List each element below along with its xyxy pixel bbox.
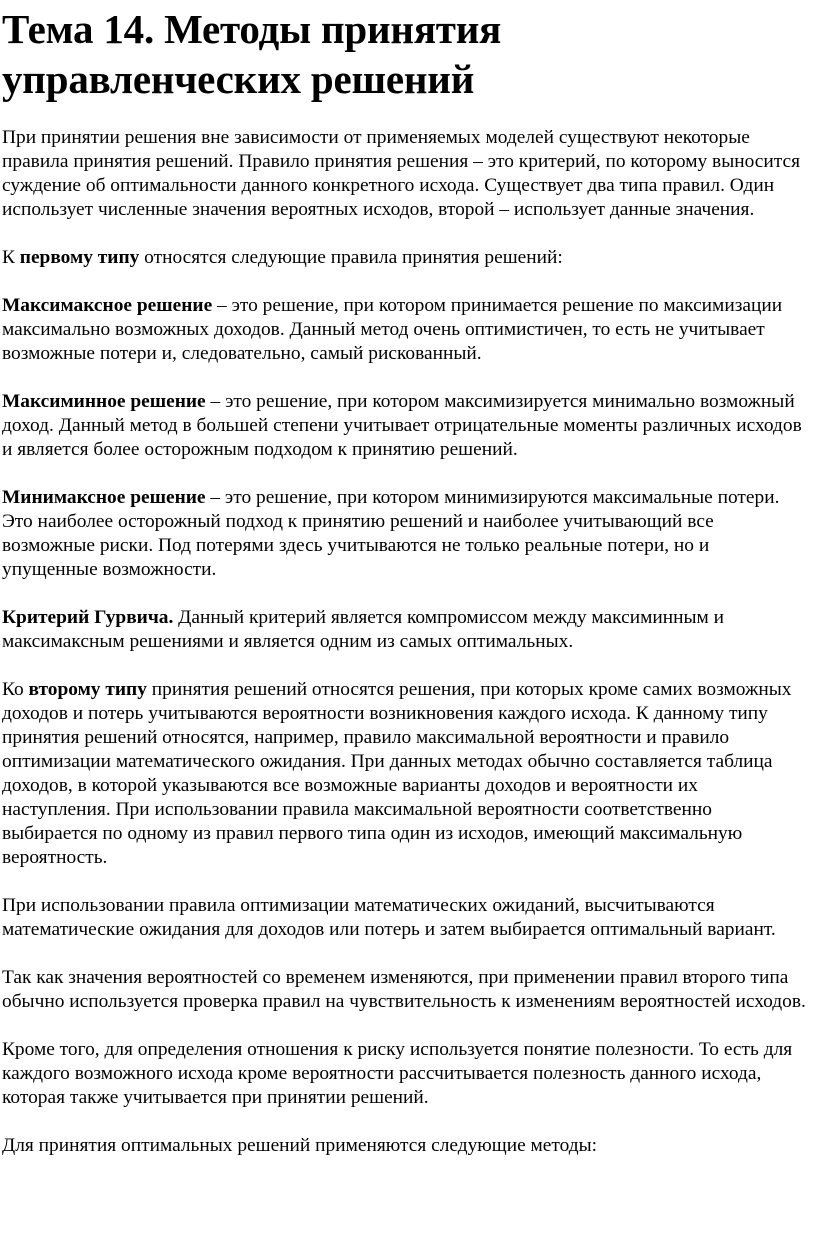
maximin-term: Максиминное решение: [2, 391, 206, 412]
maximax-text: – это решение, при котором принимается решение по максимизации максимально возможных доходов. Данный метод очень оптимистичен, то есть не учитывает возможные потери и, следовательно, самый рискованный.: [2, 295, 783, 364]
first-type-prefix: К: [2, 247, 20, 268]
expectation-paragraph: При использовании правила оптимизации математических ожиданий, высчитываются математические ожидания для доходов или потерь и затем выбирается оптимальный вариант.: [2, 895, 776, 940]
minimax-paragraph: [2, 486, 808, 582]
intro-paragraph: При принятии решения вне зависимости от применяемых моделей существуют некоторые правила принятия решений. Правило принятия решения – это критерий, по которому выносится суждение об оптимальности данного конкретного исхода. Существует два типа правил. Один использует численные значения вероятных исходов, второй – использует данные значения.: [2, 127, 800, 220]
first-type-term: первому типу: [19, 247, 140, 268]
minimax-term: Минимаксное решение: [2, 487, 206, 508]
first-type-text: относятся следующие правила принятия решений:: [139, 247, 563, 268]
maximax-term: Максимаксное решение: [2, 295, 213, 316]
second-type-paragraph: [2, 678, 808, 870]
maximax-paragraph: [2, 294, 808, 366]
hurwicz-text: Данный критерий является компромиссом между максиминным и максимаксным решениями и является одним из самых оптимальных.: [2, 607, 724, 652]
second-type-term: второму типу: [28, 679, 147, 700]
page-title: Тема 14. Методы принятия управленческих решений: [2, 6, 502, 102]
sensitivity-paragraph: Так как значения вероятностей со временем изменяются, при применении правил второго типа обычно используется проверка правил на чувствительность к изменениям вероятностей исходов.: [2, 967, 806, 1012]
hurwicz-term: Критерий Гурвича.: [2, 607, 174, 628]
minimax-text: – это решение, при котором минимизируются максимальные потери. Это наиболее осторожный подход к принятию решений и наиболее учитывающий все возможные риски. Под потерями здесь учитываются не только реальные потери, но и упущенные возможности.: [2, 487, 780, 580]
first-type-paragraph: [2, 246, 808, 270]
methods-intro-paragraph: Для принятия оптимальных решений применяются следующие методы:: [2, 1135, 598, 1156]
second-type-text: принятия решений относятся решения, при которых кроме самих возможных доходов и потерь учитываются вероятности возникновения каждого исхода. К данному типу принятия решений относятся, например, правило максимальной вероятности и правило оптимизации математического ожидания. При данных методах обычно составляется таблица доходов, в которой указываются все возможные варианты доходов и вероятности их наступления. При использовании правила максимальной вероятности соответственно выбирается по одному из правил первого типа один из исходов, имеющий максимальную вероятность.: [2, 679, 792, 868]
maximin-paragraph: [2, 390, 808, 462]
second-type-prefix: Ко: [2, 679, 29, 700]
hurwicz-paragraph: [2, 606, 808, 654]
maximin-text: – это решение, при котором максимизируется минимально возможный доход. Данный метод в большей степени учитывает отрицательные моменты различных исходов и является более осторожным подходом к принятию решений.: [2, 391, 802, 460]
utility-paragraph: Кроме того, для определения отношения к риску используется понятие полезности. То есть для каждого возможного исхода кроме вероятности рассчитывается полезность данного исхода, которая также учитывается при принятии решений.: [2, 1039, 793, 1108]
